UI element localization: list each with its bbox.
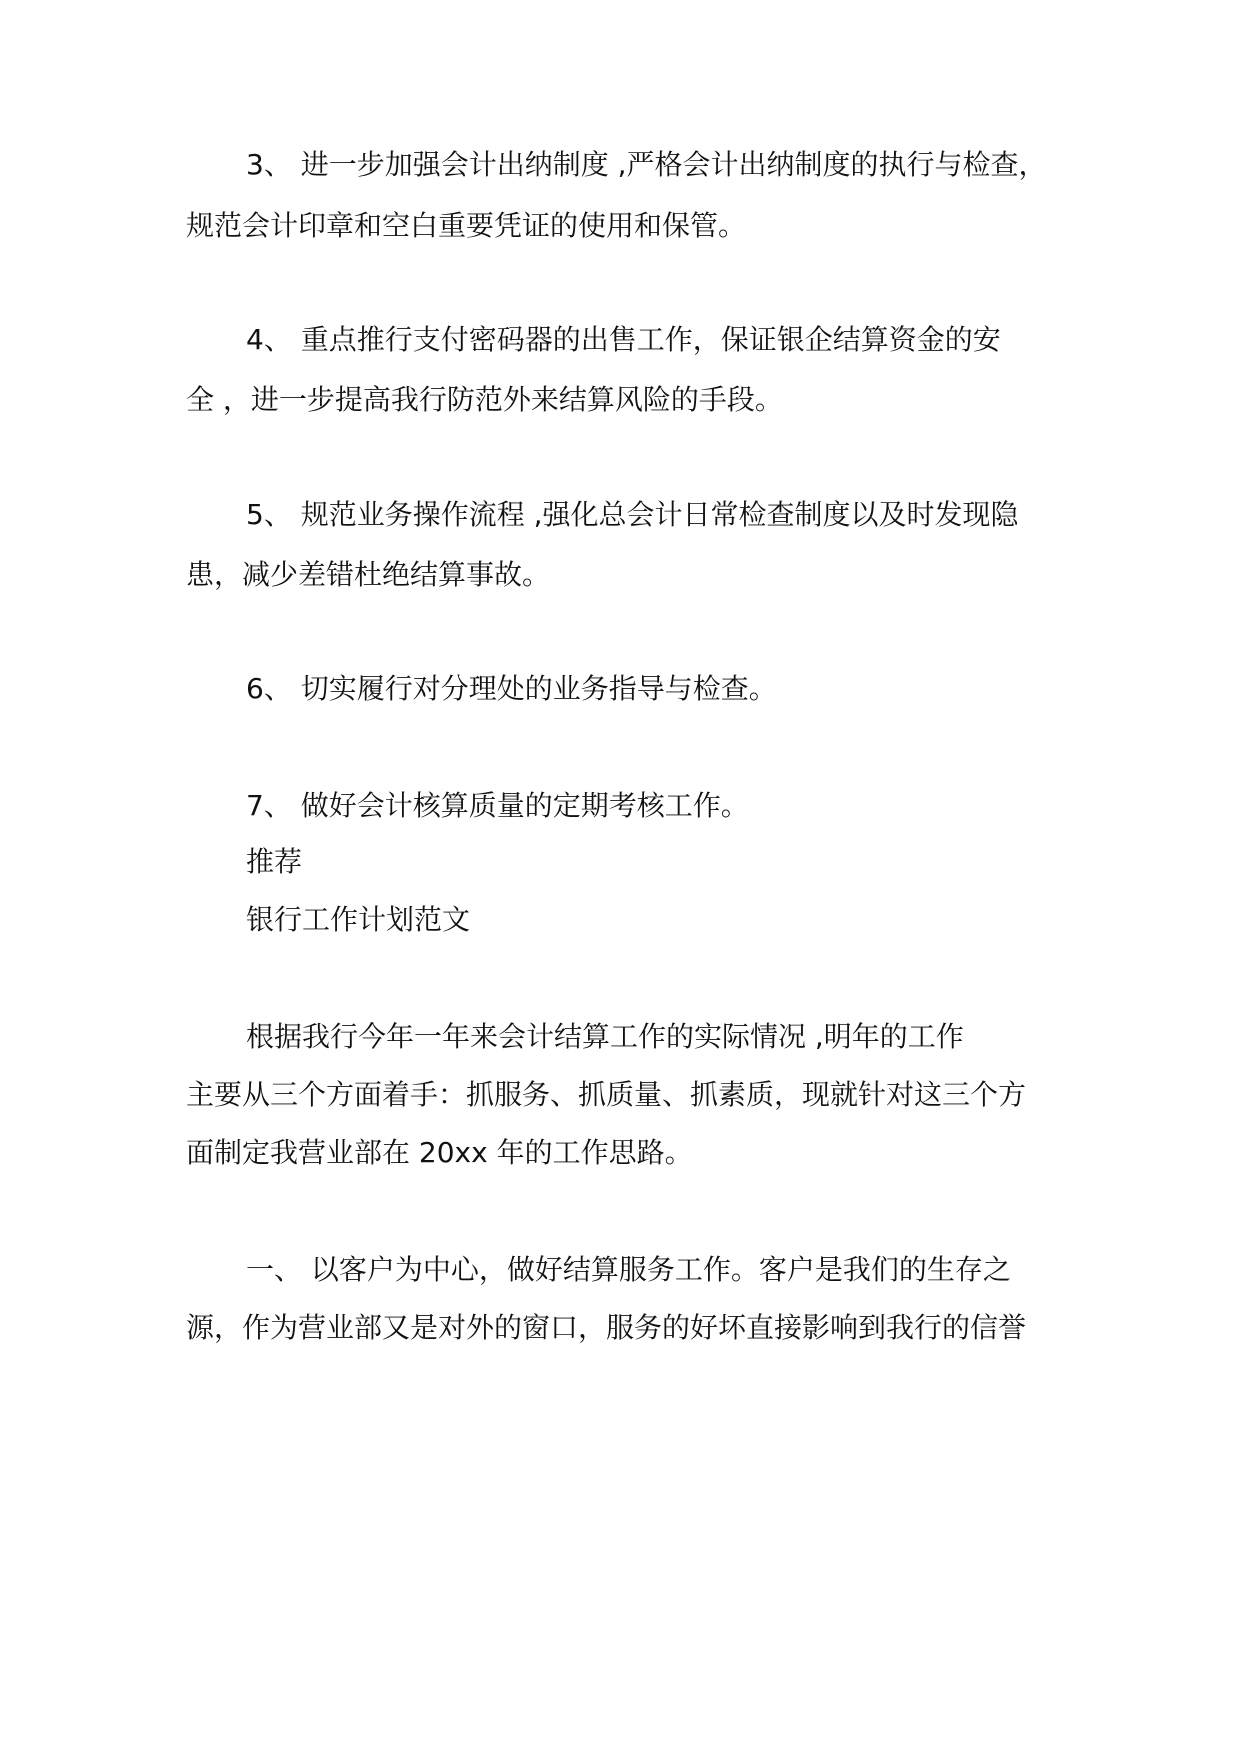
section-1-line-2: 源，作为营业部又是对外的窗口，服务的好坏直接影响到我行的信誉 [186,1311,1027,1344]
item-3-line-1: 3、 进一步加强会计出纳制度 ,严格会计出纳制度的执行与检查， [246,148,1047,181]
intro-line-2: 主要从三个方面着手：抓服务、抓质量、抓素质，现就针对这三个方 [186,1078,1027,1111]
item-5-line-2: 患，减少差错杜绝结算事故。 [186,558,551,591]
section-1-line-1: 一、 以客户为中心，做好结算服务工作。客户是我们的生存之 [246,1253,1011,1286]
item-7-line-1: 7、 做好会计核算质量的定期考核工作。 [246,789,749,822]
intro-line-1: 根据我行今年一年来会计结算工作的实际情况 ,明年的工作 [246,1020,964,1053]
item-4-line-1: 4、 重点推行支付密码器的出售工作，保证银企结算资金的安 [246,323,1001,356]
item-5-line-1: 5、 规范业务操作流程 ,强化总会计日常检查制度以及时发现隐 [246,498,1019,531]
item-4-line-2: 全 ，进一步提高我行防范外来结算风险的手段。 [186,383,783,416]
item-6-line-1: 6、 切实履行对分理处的业务指导与检查。 [246,672,777,705]
item-3-line-2: 规范会计印章和空白重要凭证的使用和保管。 [186,209,747,242]
recommend-label: 推荐 [246,845,303,878]
intro-line-3: 面制定我营业部在 20xx 年的工作思路。 [186,1136,693,1169]
document-title: 银行工作计划范文 [246,903,471,936]
